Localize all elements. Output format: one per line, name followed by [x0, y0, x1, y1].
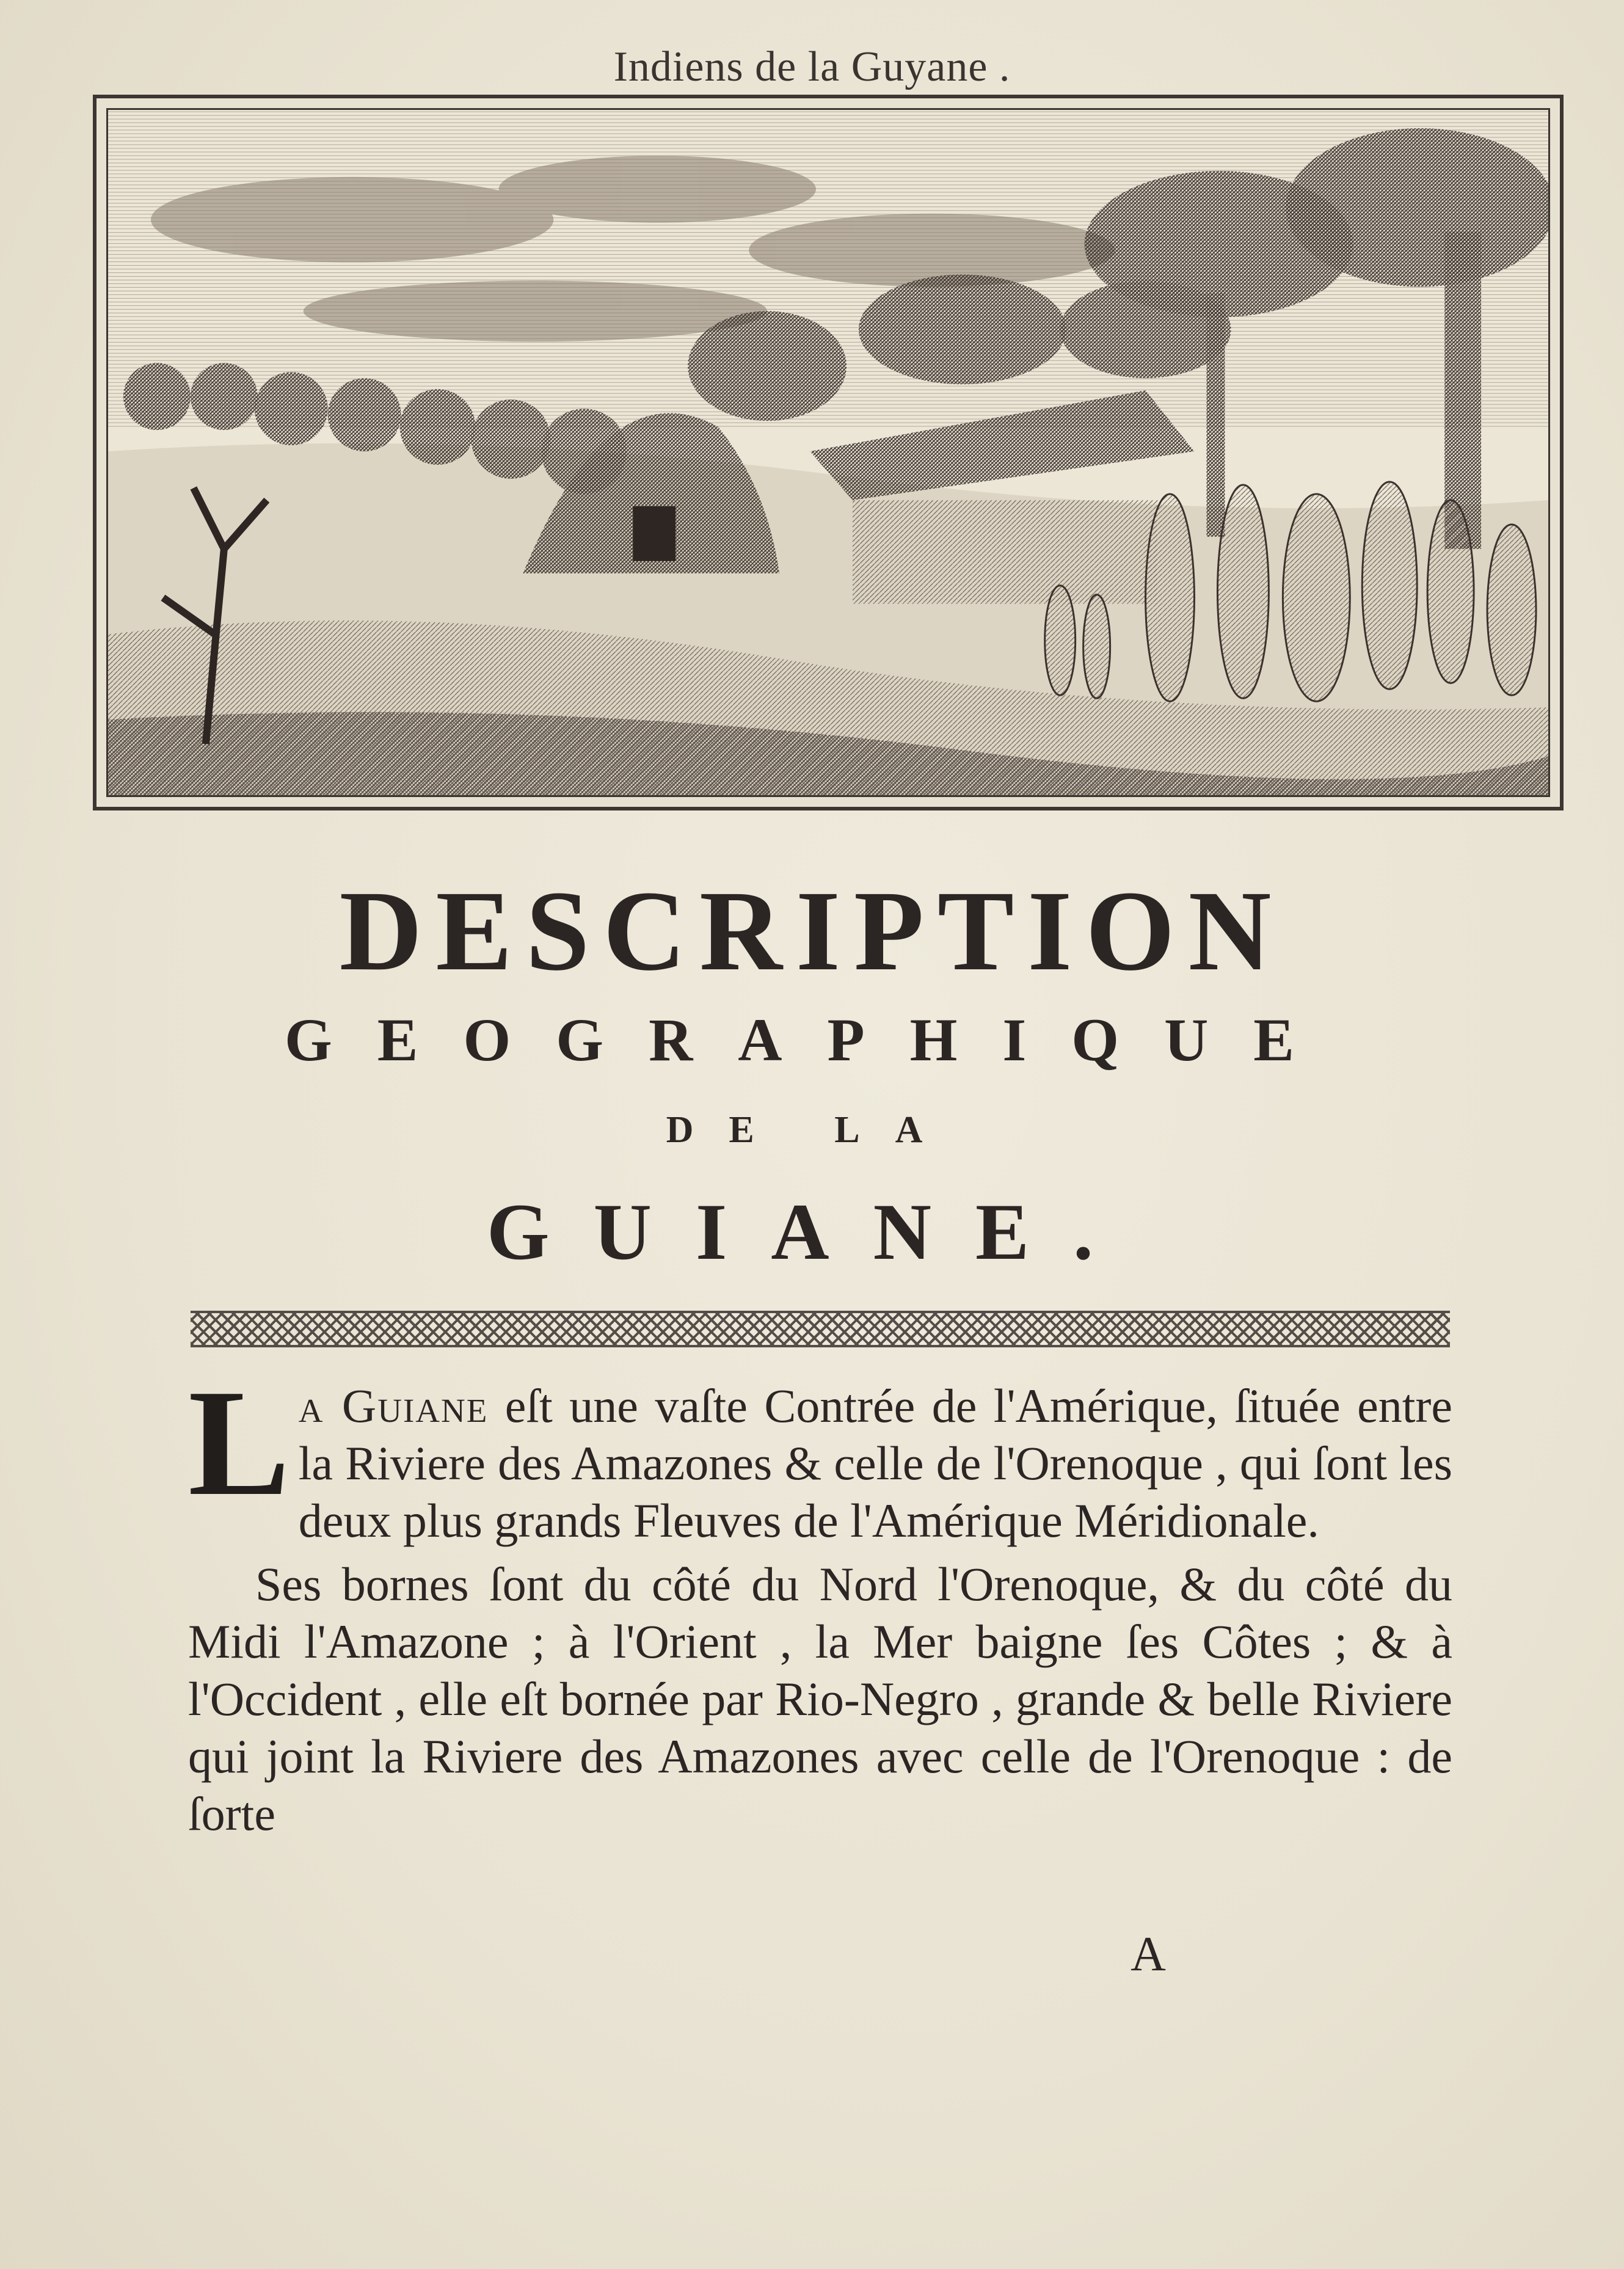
paragraph-2: Ses bornes ſont du côté du Nord l'Orenoque, & du côté du Midi l'Amazone ; à l'Orient , la Mer baigne ſes Côtes ; & à l'Occident , elle eſt bornée par Rio-Negro , grande & belle Riviere qui joint la Riviere des Amazones avec celle de l'Orenoque : de ſorte — [188, 1557, 1452, 1840]
drop-cap: L — [188, 1358, 290, 1528]
signature-mark: A — [1131, 1928, 1166, 1981]
body-text — [188, 1358, 1452, 1843]
engraving-illustration — [108, 110, 1548, 795]
ornamental-band — [191, 1311, 1450, 1347]
engraving-plate — [93, 95, 1564, 810]
title-geographique: GEOGRAPHIQUE — [285, 1006, 1339, 1074]
lead-small-caps: a Guiane — [298, 1379, 489, 1432]
paragraph-1-text: eſt une vaſte Contrée de l'Amérique, ſituée entre la Riviere des Amazones & celle de l'Orenoque , qui ſont les deux plus grands Fleuves de l'Amérique Méridionale. — [298, 1379, 1452, 1547]
plate-caption: Indiens de la Guyane . — [613, 43, 1011, 90]
paragraph-1 — [188, 1358, 1452, 1550]
engraving-image — [106, 108, 1550, 797]
title-de-la: DE LA — [666, 1109, 958, 1151]
title-description: DESCRIPTION — [339, 867, 1285, 994]
title-guiane: GUIANE. — [486, 1187, 1138, 1277]
